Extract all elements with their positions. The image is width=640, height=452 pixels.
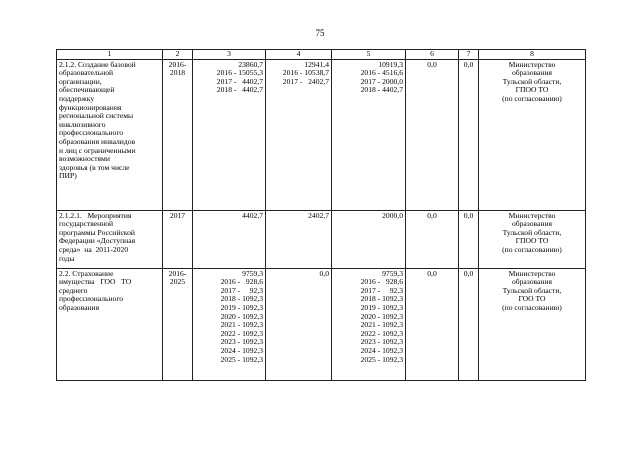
cell-line: 2017 - 2000,0 [360,76,403,86]
cell-line: 23860,7 [238,59,263,69]
cell-line: 2017 - 2402,7 [282,76,329,86]
cell-line: образования [511,68,553,78]
cell-line: 2022 - 1092,3 [220,328,263,338]
cell-line: 2025 [169,277,186,287]
cell-line: Тульской области, [502,76,562,86]
cell-line: региональной системы [59,111,134,121]
table-row [57,210,586,268]
measure-name-cell [57,59,163,210]
cell-line: 2017 - 92,3 [220,285,263,295]
cell-line: 2017 - 92,3 [360,285,403,295]
cell-line: ГПОО ТО [515,236,549,246]
period-cell [163,59,193,210]
cell-line: программы Российской [59,227,135,237]
cell-line: 2016 - 928,6 [220,277,263,287]
regional-funding-cell [332,268,406,380]
cell-line: 12941,4 [304,59,329,69]
total-funding-cell [193,210,266,268]
page-number: 75 [315,28,325,38]
cell-line: Министерство [508,59,556,69]
cell-line: образования инвалидов [59,136,136,146]
cell-line: 2022 - 1092,3 [360,328,403,338]
cell-line: образования [511,277,553,287]
table-row [57,59,586,210]
cell-line: имущества ГОО ТО [59,277,132,287]
other-funding-cell: 0,0 [459,268,479,380]
cell-line: образовательной [59,68,114,78]
cell-line: 2025 - 1092,3 [360,354,403,364]
cell-line: ГПОО ТО [515,85,549,95]
total-funding-cell [193,268,266,380]
cell-line: образования [511,219,553,229]
cell-line: 2021 - 1092,3 [360,320,403,330]
cell-line: (по согласованию) [502,244,562,254]
cell-line: 2000,0 [382,210,403,220]
executor-cell [479,59,586,210]
column-header: 2 [163,50,193,60]
cell-line: Тульской области, [502,227,562,237]
cell-line: 2018 - 1092,3 [220,294,263,304]
cell-line: 9759,3 [242,268,263,278]
column-header: 8 [479,50,586,60]
cell-line: 2402,7 [308,210,329,220]
cell-line: 4402,7 [242,210,263,220]
cell-line: (по согласованию) [502,302,562,312]
other-funding-cell: 0,0 [459,59,479,210]
measure-name-cell [57,210,163,268]
municipal-funding-cell: 0,0 [406,210,459,268]
cell-line: среднего [59,285,88,295]
cell-line: 2025 - 1092,3 [220,354,263,364]
other-funding-cell: 0,0 [459,210,479,268]
cell-line: и лиц с ограниченными [59,145,136,155]
cell-line: 2016 - 10538,7 [282,68,329,78]
cell-line: 2016 - 15055,3 [216,68,263,78]
cell-line: организации, [59,76,102,86]
cell-line: 2018 - 4402,7 [360,85,403,95]
federal-funding-cell [266,59,332,210]
column-header: 7 [459,50,479,60]
cell-line: 2020 - 1092,3 [220,311,263,321]
column-header: 5 [332,50,406,60]
cell-line: 9759,3 [382,268,403,278]
cell-line: 2.1.2.1. Мероприятия [59,210,132,220]
measure-name-cell [57,268,163,380]
cell-line: государственной [59,219,114,229]
period-cell [163,210,193,268]
cell-line: 10919,3 [378,59,403,69]
cell-line: 2021 - 1092,3 [220,320,263,330]
cell-line: 2017 - 4402,7 [216,76,263,86]
cell-line: обеспечивающей [59,85,115,95]
column-header: 4 [266,50,332,60]
cell-line: образования [59,302,100,312]
cell-line: 2016- [168,59,187,69]
cell-line: 2018 - 1092,3 [360,294,403,304]
cell-line: поддержку [59,93,95,103]
federal-funding-cell [266,210,332,268]
total-funding-cell [193,59,266,210]
cell-line: 2024 - 1092,3 [360,345,403,355]
cell-line: (по согласованию) [502,93,562,103]
municipal-funding-cell: 0,0 [406,268,459,380]
period-cell [163,268,193,380]
regional-funding-cell [332,59,406,210]
table-header-row [57,50,586,60]
executor-cell [479,210,586,268]
column-header: 1 [57,50,163,60]
cell-line: среда» на 2011-2020 [59,244,129,254]
cell-line: функционирования [59,102,122,112]
cell-line: 0,0 [319,268,329,278]
cell-line: Министерство [508,268,556,278]
cell-line: 2016 - 928,6 [360,277,403,287]
cell-line: Федерации «Доступная [59,236,136,246]
cell-line: 2.1.2. Создание базовой [59,59,136,69]
cell-line: профессионального [59,294,124,304]
cell-line: 2018 - 4402,7 [216,85,263,95]
executor-cell [479,268,586,380]
cell-line: Тульской области, [502,285,562,295]
regional-funding-cell [332,210,406,268]
cell-line: 2018 [169,68,186,78]
cell-line: 2019 - 1092,3 [220,302,263,312]
cell-line: ГОО ТО [518,294,546,304]
federal-funding-cell [266,268,332,380]
cell-line: 2024 - 1092,3 [220,345,263,355]
cell-line: 2023 - 1092,3 [360,337,403,347]
cell-line: 2017 [169,210,186,220]
cell-line: 2020 - 1092,3 [360,311,403,321]
cell-line: инклюзивного [59,119,106,129]
cell-line: профессионального [59,128,124,138]
column-header: 3 [193,50,266,60]
cell-line: возможностями [59,154,110,164]
cell-line: Министерство [508,210,556,220]
cell-line: 2023 - 1092,3 [220,337,263,347]
cell-line: 2016 - 4516,6 [360,68,403,78]
cell-line: 2019 - 1092,3 [360,302,403,312]
cell-line: годы [59,253,75,263]
program-table [56,49,586,381]
cell-line: здоровья (в том числе [59,162,130,172]
cell-line: 2.2. Страхование [59,268,114,278]
municipal-funding-cell: 0,0 [406,59,459,210]
cell-line: 2016- [168,268,187,278]
column-header: 6 [406,50,459,60]
table-row [57,268,586,380]
cell-line: ПИР) [59,171,77,181]
